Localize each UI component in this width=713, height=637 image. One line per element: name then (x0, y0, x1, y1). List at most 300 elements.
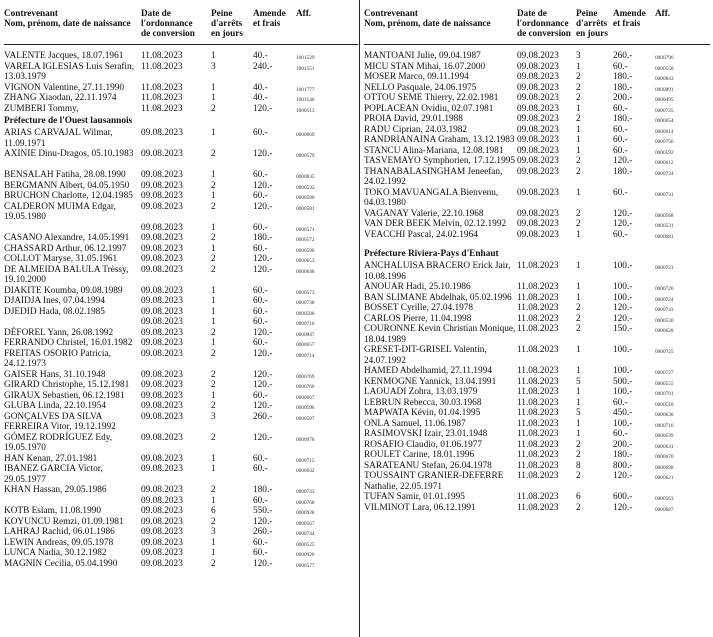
conversion-date: 09.08.2023 (141, 537, 183, 548)
conversion-date: 09.08.2023 (141, 495, 183, 506)
case-number: 0000843 (655, 76, 674, 82)
conversion-date: 09.08.2023 (141, 516, 183, 527)
conversion-date: 11.08.2023 (517, 460, 559, 471)
days-of-arrest: 2 (211, 254, 216, 264)
case-number: 0000495 (655, 97, 674, 103)
days-of-arrest: 2 (211, 233, 216, 243)
offender-name: CASANO Alexandre, 14.05.1991 (4, 233, 130, 243)
fine-amount: 60.- (253, 306, 268, 317)
table-row (364, 62, 710, 73)
days-of-arrest: 2 (576, 450, 581, 460)
case-number: 1000513 (296, 107, 315, 114)
table-row (4, 62, 358, 83)
fine-amount: 60.- (253, 537, 268, 548)
fine-amount: 100.- (613, 292, 633, 303)
table-row (364, 167, 710, 188)
fine-amount: 260.- (613, 51, 633, 61)
fine-amount: 60.- (253, 464, 268, 474)
offender-name: OTTOU SEME Thierry, 22.02.1981 (364, 93, 499, 103)
case-number: 0000724 (655, 170, 674, 177)
offender-name: MAGNIN Cecilia, 05.04.1990 (4, 558, 118, 569)
fine-amount: 60.- (613, 145, 628, 156)
conversion-date: 09.08.2023 (517, 156, 559, 166)
case-number: 0000573 (296, 289, 315, 296)
case-number: 0000710 (296, 321, 315, 327)
conversion-date: 09.08.2023 (141, 411, 183, 422)
conversion-date: 09.08.2023 (517, 166, 559, 177)
conversion-date: 11.08.2023 (517, 313, 559, 324)
case-number: 0000978 (296, 436, 315, 443)
offender-name: KHAN Hassan, 29.05.1986 (4, 485, 107, 495)
case-number: 0000731 (655, 191, 674, 198)
case-number: 0000681 (655, 233, 674, 240)
case-number: 0000769 (296, 373, 315, 380)
days-of-arrest: 1 (211, 317, 216, 327)
conversion-date: 09.08.2023 (141, 453, 183, 464)
conversion-date: 09.08.2023 (517, 145, 559, 156)
table-row (364, 261, 710, 282)
fine-amount: 60.- (613, 397, 628, 408)
offender-name: ROULET Carine, 18.01.1996 (364, 450, 475, 460)
offender-name: GAISER Hans, 31.10.1948 (4, 369, 106, 380)
table-row (4, 223, 358, 234)
days-of-arrest: 3 (211, 527, 216, 537)
header-rule (364, 44, 710, 45)
offender-name: VILMINOT Lara, 06.12.1991 (364, 502, 476, 513)
fine-amount: 120.- (613, 219, 633, 229)
days-of-arrest: 2 (576, 82, 581, 93)
case-number: 0000577 (296, 562, 315, 569)
table-row (4, 433, 358, 454)
table-row (364, 492, 710, 503)
case-number: 0000744 (296, 531, 315, 537)
conversion-date: 09.08.2023 (517, 229, 559, 240)
table-row (364, 440, 710, 451)
case-number: 0000630 (655, 412, 674, 418)
offender-name: HAMED Abdelhamid, 27.11.1994 (364, 366, 492, 376)
table-row (4, 506, 358, 517)
offender-name: TUFAN Samir, 01.01.1995 (364, 492, 465, 502)
table-row (364, 93, 710, 104)
offender-name: ANOUAR Hadi, 25.10.1986 (364, 282, 471, 292)
fine-amount: 260.- (253, 527, 273, 537)
case-number: 0000698 (655, 464, 674, 471)
days-of-arrest: 1 (576, 187, 581, 198)
offender-name: VARELA IGLESIAS Luis Serafin, 13.03.1979 (4, 61, 134, 82)
days-of-arrest: 5 (576, 376, 581, 387)
offender-name: KOTB Eslam, 11.08.1990 (4, 506, 102, 516)
days-of-arrest: 1 (576, 397, 581, 408)
conversion-date: 11.08.2023 (517, 387, 559, 397)
fine-amount: 60.- (253, 191, 268, 201)
table-row (4, 244, 358, 255)
conversion-date: 09.08.2023 (141, 485, 183, 495)
conversion-date: 09.08.2023 (141, 222, 183, 233)
offender-name: HAN Kenan, 27.01.1981 (4, 453, 98, 464)
conversion-date: 11.08.2023 (517, 439, 559, 450)
case-number: 1001540 (296, 97, 315, 103)
fine-amount: 180.- (613, 166, 633, 177)
case-number: 0000628 (655, 328, 674, 334)
conversion-date: 09.08.2023 (141, 191, 183, 201)
fine-amount: 60.- (253, 243, 268, 254)
header-amende: Amende et frais (253, 8, 286, 28)
table-row (4, 370, 358, 381)
conversion-date: 09.08.2023 (141, 558, 183, 569)
fine-amount: 120.- (253, 149, 273, 159)
days-of-arrest: 2 (576, 324, 581, 334)
case-number: 0000727 (655, 370, 674, 376)
case-number: 0000653 (296, 258, 315, 264)
offender-name: GIRAUX Sebastien, 06.12.1981 (4, 390, 125, 401)
conversion-date: 09.08.2023 (141, 201, 183, 212)
conversion-date: 09.08.2023 (141, 149, 183, 159)
offender-name: GLUBA Linda, 22.10.1954 (4, 401, 107, 411)
conversion-date: 09.08.2023 (141, 243, 183, 254)
conversion-date: 09.08.2023 (141, 390, 183, 401)
case-number: 0000596 (296, 405, 315, 411)
days-of-arrest: 2 (576, 502, 581, 513)
offender-name: RASIMOVSKI Izair, 23.01.1948 (364, 429, 488, 439)
fine-amount: 60.- (253, 170, 268, 180)
header-name: Contrevenant Nom, prénom, date de naissance (4, 8, 131, 28)
table-row (4, 317, 358, 328)
table-row (4, 485, 358, 496)
days-of-arrest: 1 (211, 537, 216, 548)
case-number: 0000580 (296, 195, 315, 201)
conversion-date: 09.08.2023 (517, 82, 559, 93)
fine-amount: 60.- (613, 187, 628, 198)
days-of-arrest: 2 (576, 72, 581, 82)
table-row (364, 366, 710, 377)
conversion-date: 09.08.2023 (141, 285, 183, 296)
fine-amount: 180.- (253, 233, 273, 243)
days-of-arrest: 2 (211, 380, 216, 390)
days-of-arrest: 1 (576, 282, 581, 292)
conversion-date: 09.08.2023 (141, 180, 183, 191)
table-row (364, 324, 710, 345)
days-of-arrest: 1 (576, 345, 581, 355)
table-row (364, 345, 710, 366)
conversion-date: 11.08.2023 (517, 345, 559, 355)
offender-name: PROIA David, 29.01.1988 (364, 114, 463, 124)
case-number: 0000687 (655, 506, 674, 513)
table-row (364, 282, 710, 293)
conversion-date: 11.08.2023 (517, 408, 559, 418)
fine-amount: 100.- (613, 345, 633, 355)
days-of-arrest: 1 (576, 418, 581, 429)
conversion-date: 11.08.2023 (517, 397, 559, 408)
days-of-arrest: 2 (211, 558, 216, 569)
conversion-date: 09.08.2023 (141, 506, 183, 516)
case-number: 0000743 (655, 307, 674, 313)
case-number: 0000558 (655, 65, 674, 72)
conversion-date: 11.08.2023 (517, 429, 559, 439)
days-of-arrest: 1 (576, 387, 581, 397)
offender-name: CALDERON MUIMA Edgar, 19.05.1980 (4, 201, 116, 222)
table-row (364, 408, 710, 419)
offender-name: SARATEANU Stefan, 26.04.1978 (364, 460, 492, 471)
fine-amount: 40.- (253, 51, 268, 61)
table-row (4, 548, 358, 559)
case-number: 0000667 (296, 394, 315, 401)
fine-amount: 260.- (253, 411, 273, 422)
conversion-date: 09.08.2023 (141, 348, 183, 359)
offender-name: BRUCHON Charlotte, 12.04.1985 (4, 191, 133, 201)
case-number: 0000631 (655, 443, 674, 450)
offender-name: MAPWATA Kévin, 01.04.1995 (364, 408, 481, 418)
offender-name: COURONNE Kevin Christian Monique, 18.04.1989 (364, 324, 516, 345)
days-of-arrest: 2 (576, 156, 581, 166)
fine-amount: 500.- (613, 376, 633, 387)
conversion-date: 11.08.2023 (141, 93, 183, 103)
fine-amount: 120.- (613, 471, 633, 481)
case-number: 1001777 (296, 86, 315, 93)
case-number: 0000847 (296, 331, 315, 338)
conversion-date: 09.08.2023 (517, 51, 559, 61)
case-number: 0000642 (296, 468, 315, 474)
days-of-arrest: 8 (576, 460, 581, 471)
case-number: 0000654 (655, 118, 674, 124)
days-of-arrest: 1 (211, 390, 216, 401)
fine-amount: 550.- (253, 506, 273, 516)
table-row (364, 219, 710, 230)
offender-name: ANCHALUISA BRACERO Erick Jair, 10.08.1996 (364, 261, 511, 282)
fine-amount: 120.- (253, 264, 273, 275)
table-row (4, 454, 358, 465)
fine-amount: 100.- (613, 366, 633, 376)
conversion-date: 09.08.2023 (141, 527, 183, 537)
fine-amount: 60.- (253, 338, 268, 348)
case-number: 0000738 (296, 300, 315, 306)
fine-amount: 120.- (613, 156, 633, 166)
days-of-arrest: 2 (576, 114, 581, 124)
table-row (364, 104, 710, 115)
case-number: 0000715 (296, 457, 315, 464)
table-row (4, 464, 358, 485)
days-of-arrest: 1 (211, 453, 216, 464)
days-of-arrest: 1 (211, 338, 216, 348)
table-row (364, 503, 710, 514)
table-row (4, 391, 358, 402)
offender-name: BOSSET Cyrille, 27.04.1978 (364, 303, 474, 313)
days-of-arrest: 2 (576, 439, 581, 450)
offender-name: ROSAFIO Claudio, 01.06.1977 (364, 439, 483, 450)
case-number: 0000592 (655, 149, 674, 156)
days-of-arrest: 2 (576, 93, 581, 103)
header-amende: Amende et frais (613, 8, 646, 28)
case-number: 0000614 (655, 128, 674, 135)
conversion-date: 09.08.2023 (517, 93, 559, 103)
table-row (364, 377, 710, 388)
case-number: 0000768 (296, 499, 315, 506)
offender-name: GIRARD Christophe, 15.12.1981 (4, 380, 130, 390)
conversion-date: 11.08.2023 (141, 51, 183, 61)
conversion-date: 09.08.2023 (141, 170, 183, 180)
fine-amount: 180.- (613, 114, 633, 124)
days-of-arrest: 2 (576, 219, 581, 229)
fine-amount: 120.- (253, 180, 273, 191)
fine-amount: 40.- (253, 82, 268, 93)
conversion-date: 11.08.2023 (517, 376, 559, 387)
table-row (4, 380, 358, 391)
table-row (364, 135, 710, 146)
conversion-date: 11.08.2023 (141, 82, 183, 93)
case-number: 0000531 (655, 223, 674, 229)
section-heading: Préfecture Riviera-Pays d'Enhaut (364, 249, 499, 259)
fine-amount: 180.- (613, 82, 633, 93)
header-aff: Aff. (655, 8, 671, 18)
case-number: 0000926 (296, 552, 315, 558)
case-number: 0000701 (655, 391, 674, 397)
conversion-date: 09.08.2023 (517, 124, 559, 135)
table-row (4, 401, 358, 412)
fine-amount: 180.- (253, 485, 273, 495)
fine-amount: 120.- (253, 348, 273, 359)
conversion-date: 11.08.2023 (517, 261, 559, 271)
fine-amount: 100.- (613, 418, 633, 429)
days-of-arrest: 2 (211, 485, 216, 495)
days-of-arrest: 2 (211, 327, 216, 338)
conversion-date: 11.08.2023 (517, 324, 559, 334)
offender-name: DIAKITE Koumba, 09.08.1989 (4, 285, 123, 296)
days-of-arrest: 2 (576, 303, 581, 313)
table-row (364, 114, 710, 125)
conversion-date: 11.08.2023 (517, 502, 559, 513)
table-row (4, 349, 358, 370)
days-of-arrest: 1 (211, 296, 216, 306)
offender-name: DÉFOREL Yann, 26.08.1992 (4, 327, 114, 338)
fine-amount: 60.- (613, 103, 628, 114)
conversion-date: 09.08.2023 (517, 208, 559, 219)
days-of-arrest: 2 (211, 103, 216, 114)
fine-amount: 60.- (253, 453, 268, 464)
offender-name: VIGNON Valentine, 27.11.1990 (4, 82, 125, 93)
table-row (4, 149, 358, 170)
offender-name: LEWIN Andreas, 09.05.1978 (4, 537, 114, 548)
offender-name: DE ALMEIDA BALULA Trèssy, 19.10.2000 (4, 264, 129, 285)
days-of-arrest: 1 (576, 145, 581, 156)
case-number: 0000572 (296, 237, 315, 243)
case-number: 0000581 (296, 205, 315, 212)
table-row (4, 307, 358, 318)
fine-amount: 120.- (253, 380, 273, 390)
table-row (4, 233, 358, 244)
table-row (4, 538, 358, 549)
case-number: 0000525 (296, 541, 315, 548)
table-row (364, 83, 710, 94)
days-of-arrest: 3 (576, 51, 581, 61)
case-number: 0000743 (296, 489, 315, 495)
days-of-arrest: 1 (576, 366, 581, 376)
conversion-date: 09.08.2023 (517, 114, 559, 124)
days-of-arrest: 6 (211, 506, 216, 516)
days-of-arrest: 2 (576, 471, 581, 481)
fine-amount: 100.- (613, 282, 633, 292)
case-number: 0000621 (655, 475, 674, 481)
days-of-arrest: 2 (211, 264, 216, 275)
days-of-arrest: 1 (576, 61, 581, 72)
case-number: 0000726 (655, 286, 674, 292)
conversion-date: 09.08.2023 (141, 432, 183, 443)
conversion-date: 09.08.2023 (141, 306, 183, 317)
days-of-arrest: 2 (211, 149, 216, 159)
offender-name: RANDRIANAINA Graham, 13.12.1983 (364, 135, 515, 145)
offender-name: GONÇALVES DA SILVA FERREIRA Vitor, 19.12.1992 (4, 411, 116, 432)
table-row (364, 450, 710, 461)
table-header (364, 4, 710, 44)
conversion-date: 11.08.2023 (141, 103, 183, 114)
offender-name: VALENTE Jacques, 18.07.1961 (4, 51, 124, 61)
fine-amount: 600.- (613, 492, 633, 502)
days-of-arrest: 1 (576, 261, 581, 271)
offender-name: AXINIE Dinu-Dragos, 05.10.1983 (4, 149, 134, 159)
conversion-date: 11.08.2023 (517, 471, 559, 481)
offender-name: FREITAS OSORIO Patricia, 24.12.1973 (4, 348, 111, 369)
days-of-arrest: 6 (576, 492, 581, 502)
fine-amount: 60.- (253, 317, 268, 327)
offender-name: FERRANDO Christel, 16.01.1982 (4, 338, 133, 348)
offender-name: VEACCHI Pascal, 24.02.1964 (364, 229, 478, 240)
table-row (364, 72, 710, 83)
table-row (364, 471, 710, 492)
table-row (364, 209, 710, 220)
days-of-arrest: 3 (211, 61, 216, 72)
offender-name: DJEDID Hada, 08.02.1985 (4, 306, 105, 317)
table-row (364, 314, 710, 325)
days-of-arrest: 1 (211, 170, 216, 180)
conversion-date: 11.08.2023 (517, 366, 559, 376)
table-row (364, 293, 710, 304)
table-row (364, 51, 710, 62)
table-row (4, 181, 358, 192)
offender-name: KENMOGNE Yannick, 13.04.1991 (364, 376, 497, 387)
fine-amount: 60.- (613, 229, 628, 240)
fine-amount: 240.- (253, 61, 273, 72)
days-of-arrest: 1 (211, 191, 216, 201)
table-row (4, 328, 358, 339)
case-number: 0000530 (655, 317, 674, 324)
conversion-date: 09.08.2023 (141, 128, 183, 138)
offender-name: POPLACEAN Ovidiu, 02.07.1981 (364, 103, 494, 114)
offender-name: MOSER Marco, 09.11.1994 (364, 72, 469, 82)
offender-name: CHASSARD Arthur, 06.12.1997 (4, 243, 127, 254)
table-row (4, 296, 358, 307)
case-number: 0000670 (655, 454, 674, 460)
fine-amount: 150.- (613, 324, 633, 334)
fine-amount: 60.- (253, 548, 268, 558)
offender-name: VAN DER BEEK Melvin, 02.12.1992 (364, 219, 507, 229)
table-row (4, 286, 358, 297)
case-number: 0000669 (296, 132, 315, 138)
left-column (4, 4, 358, 569)
case-number: 0000796 (655, 55, 674, 61)
fine-amount: 60.- (613, 135, 628, 145)
case-number: 0000590 (296, 247, 315, 254)
offender-name: DJAIDJA Ines, 07.04.1994 (4, 296, 105, 306)
conversion-date: 09.08.2023 (141, 317, 183, 327)
fine-amount: 100.- (613, 261, 633, 271)
conversion-date: 09.08.2023 (517, 219, 559, 229)
days-of-arrest: 2 (576, 208, 581, 219)
table-row (364, 303, 710, 314)
fine-amount: 120.- (613, 208, 633, 219)
offender-name: LAOUADI Zohra, 13.03.1979 (364, 387, 478, 397)
offender-name: LAHRAJ Rachid, 06.01.1986 (4, 527, 115, 537)
days-of-arrest: 1 (211, 93, 216, 103)
conversion-date: 09.08.2023 (141, 401, 183, 411)
conversion-date: 09.08.2023 (141, 338, 183, 348)
